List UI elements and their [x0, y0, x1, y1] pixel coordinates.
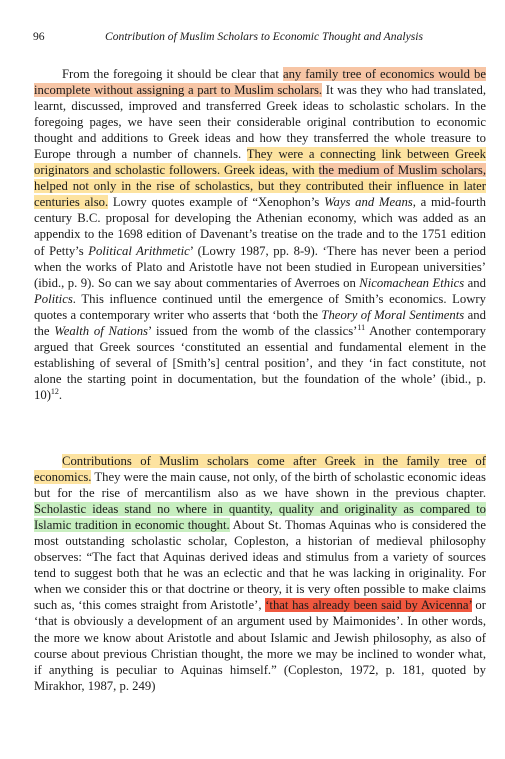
title-wealth-of-nations: Wealth of Nations — [54, 323, 148, 338]
p1-text-6: and — [464, 275, 486, 290]
running-title: Contribution of Muslim Scholars to Economic Thought and Analysis — [105, 30, 423, 43]
p1-text-3: Lowry quotes example of “Xenophon’s — [108, 195, 325, 210]
highlight-yellow-1: They were a connecting link between Greek originators and scholastic followers. Greek ideas, with — [34, 147, 486, 178]
page-number: 96 — [33, 30, 45, 43]
p1-text-5: ’ (Lowry 1987, pp. 8-9). ‘There has never been a period when the works of Plato and Aristotle have not been studied in European universities’ (ibid., p. 9). So can we say about commentaries of Averroes on — [34, 243, 486, 290]
p1-text-9: ’ issued from the womb of the classics’ — [147, 323, 358, 338]
highlight-yellow-3: Contributions of Muslim scholars come after Greek in the family tree of economics. — [34, 454, 486, 485]
title-political-arithmetic: Political Arithmetic — [88, 243, 190, 258]
title-nicomachean-ethics: Nicomachean Ethics — [359, 275, 465, 290]
footnote-ref-11[interactable]: 11 — [357, 322, 366, 332]
paragraph-1 — [34, 66, 486, 403]
p2-text-2: About St. Thomas Aquinas who is considered the most outstanding scholastic scholar, Copleston, a historian of medieval philosophy observes: “The fact that Aquinas derived ideas and stimulus from a variety of sources tend to suggest both that he was an eclectic and that he was lacking in originality. For when we consider this or that doctrine or theory, it is very often possible to make claims such as, ‘this comes straight from Aristotle’, — [34, 518, 486, 613]
p2-text-3: or ‘that is obviously a development of an argument used by Maimonides’. In other words, the more we know about Aristotle and about Islamic and Jewish philosophy, as also of course about previous Christian thought, the more we may be inclined to wonder what, if anything is peculiar to Aquinas himself.” (Copleston, 1972, p. 181, quoted by Mirakhor, 1987, p. 249) — [34, 598, 486, 693]
highlight-yellow-2: helped not only in the rise of scholastics, but they contributed their influence in later centuries also. — [34, 179, 486, 210]
highlight-orange-2: the medium of Muslim scholars, — [318, 163, 486, 178]
footnote-ref-12[interactable]: 12 — [50, 386, 59, 396]
p1-text-11: . — [58, 387, 63, 402]
title-politics: Politics — [34, 291, 73, 306]
highlight-orange-1: any family tree of economics would be incomplete without assigning a part to Muslim scholars. — [34, 67, 486, 98]
p1-text-10: Another contemporary argued that Greek sources ‘constituted an essential and fundamental element in the establishing of several of [Smith’s] central position’, and they ‘in fact constitute, not alone the starting point in documentation, but the foundation of the whole’ (ibid., p. 10) — [34, 323, 486, 402]
p1-text-2: It was they who had translated, learnt, discussed, improved and transferred Greek ideas to scholastic scholars. In the foregoing pages, we have seen their considerable original contribution to economic thought and additions to Greek ideas and how they transferred the whole treasure to Europe through a number of channels. — [34, 83, 486, 162]
title-ways-and-means: Ways and Means — [324, 195, 413, 210]
title-moral-sentiments: Theory of Moral Sentiments — [321, 307, 465, 322]
p1-text-4: , a mid-fourth century B.C. proposal for developing the Athenian economy, which was added as an appendix to the 1698 edition of Davenant’s treatise on the trade and to the 1751 edition of Petty’s — [34, 195, 487, 258]
highlight-red-1: ‘that has already been said by Avicenna’ — [265, 598, 472, 613]
paragraph-2 — [34, 453, 486, 694]
p1-text-1: From the foregoing it should be clear that — [62, 67, 283, 81]
p1-text-8: and the — [34, 307, 486, 338]
p2-text-1: They were the main cause, not only, of the birth of scholastic economic ideas but for the rise of mercantilism also as we have shown in the previous chapter. — [34, 470, 486, 501]
p1-text-7: . This influence continued until the emergence of Smith’s economics. Lowry quotes a contemporary writer who asserts that ‘both the — [34, 291, 486, 322]
highlight-green-1: Scholastic ideas stand no where in quantity, quality and originality as compared to Islamic tradition in economic thought. — [34, 502, 486, 533]
